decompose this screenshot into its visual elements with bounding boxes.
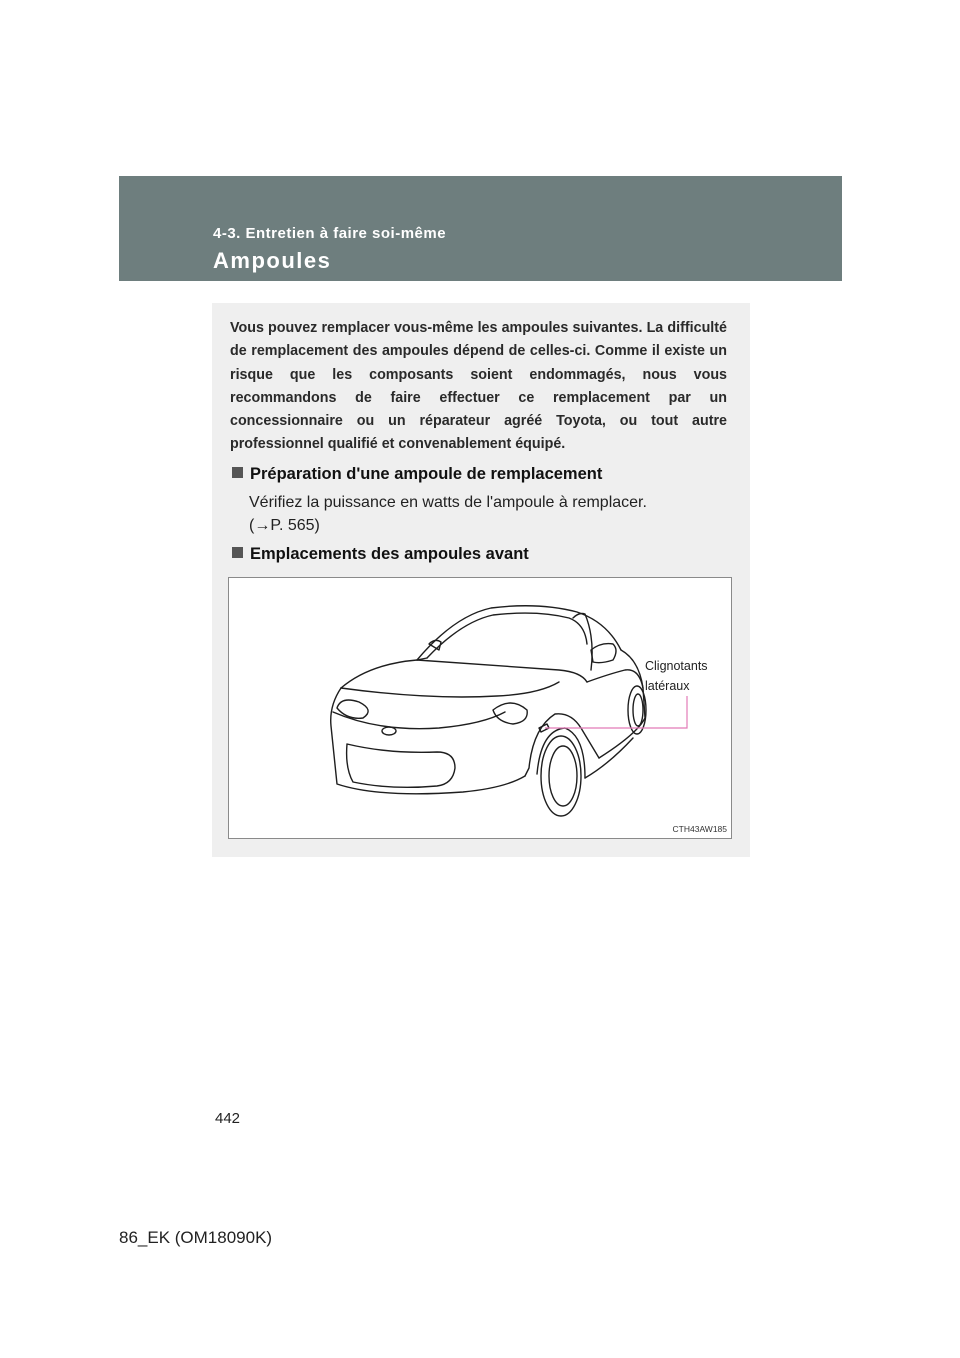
chapter-header-band <box>119 176 842 281</box>
subheading-text: Préparation d'une ampoule de remplacement <box>250 465 603 483</box>
callout-label-side-signals: Clignotants latéraux <box>645 659 708 693</box>
figure-code: CTH43AW185 <box>672 824 727 834</box>
footer-doc-code: 86_EK (OM18090K) <box>119 1228 273 1247</box>
page-title: Ampoules <box>213 248 332 273</box>
subheading-text: Emplacements des ampoules avant <box>250 545 529 563</box>
body-text-line: Vérifiez la puissance en watts de l'ampoule à remplacer. <box>249 494 647 511</box>
section-label: 4-3. Entretien à faire soi-même <box>213 225 447 242</box>
intro-paragraph: Vous pouvez remplacer vous-même les ampoules suivantes. La difficulté de remplacement des ampoules dépend de celles-ci. Comme il existe un risque que les composants soient endommagés, nous vous recommandons de faire effectuer ce remplacement par un concessionnaire ou un réparateur agréé Toyota, ou tout autre professionnel qualifié et convenablement équipé. <box>230 320 727 453</box>
car-illustration-figure <box>228 577 732 839</box>
subheading-replacement-bulb <box>232 465 602 484</box>
content-panel <box>212 303 750 857</box>
page-number: 442 <box>215 1110 241 1127</box>
car-line-drawing <box>229 578 731 838</box>
square-bullet-icon <box>232 547 243 558</box>
page-reference-link[interactable]: (→P. 565) <box>249 517 320 534</box>
square-bullet-icon <box>232 467 243 478</box>
subheading-front-bulb-locations <box>232 545 529 564</box>
